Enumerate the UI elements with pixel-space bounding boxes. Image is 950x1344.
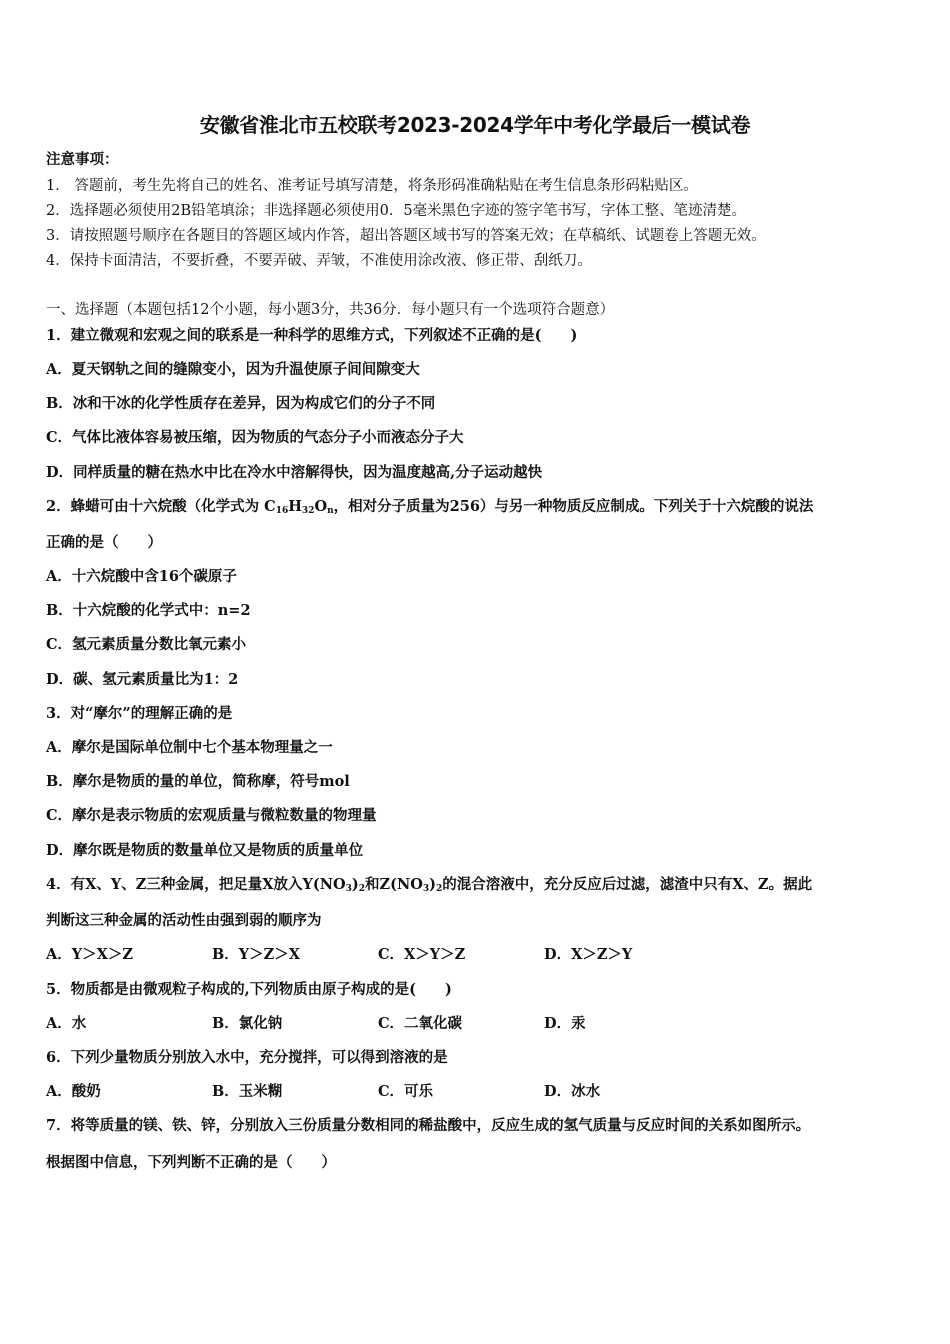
question-5-option-a: A．水 — [46, 1015, 87, 1032]
notice-item: 3．请按照题号顺序在各题目的答题区域内作答，超出答题区域书写的答案无效；在草稿纸、试题卷上答题无效。 — [46, 228, 766, 244]
question-4-options — [46, 945, 910, 965]
section-heading: 一、选择题（本题包括12个小题，每小题3分，共36分．每小题只有一个选项符合题意） — [46, 302, 615, 318]
question-3-option-d: D．摩尔既是物质的数量单位又是物质的质量单位 — [46, 842, 364, 859]
question-5-option-d: D．汞 — [544, 1015, 586, 1032]
question-6-stem: 6．下列少量物质分别放入水中，充分搅拌，可以得到溶液的是 — [46, 1049, 448, 1066]
question-5-option-c: C．二氧化碳 — [378, 1015, 463, 1032]
question-2-option-d: D．碳、氢元素质量比为1：2 — [46, 671, 239, 688]
question-1-option-d: D．同样质量的糖在热水中比在冷水中溶解得快，因为温度越高,分子运动越快 — [46, 464, 543, 481]
question-5-option-b: B．氯化钠 — [212, 1015, 283, 1032]
question-2-stem-line2: 正确的是（ ） — [46, 534, 162, 551]
question-4-stem: 4．有X、Y、Z三种金属，把足量X放入$Y(NO_3)_2$和$Z(NO_3)_2$的混合溶液中，充分反应后过滤，滤渣中只有X、Z。据此 — [46, 876, 813, 894]
question-6-options — [46, 1082, 910, 1102]
question-1-option-a: A．夏天钢轨之间的缝隙变小，因为升温使原子间间隙变大 — [46, 361, 420, 378]
question-4-option-c: C．X＞Y＞Z — [378, 946, 466, 963]
question-4-option-d: D．X＞Z＞Y — [544, 946, 633, 963]
question-7-stem-line2: 根据图中信息，下列判断不正确的是（ ） — [46, 1154, 336, 1171]
exam-title: 安徽省淮北市五校联考2023-2024学年中考化学最后一模试卷 — [199, 113, 751, 137]
question-2-option-c: C．氢元素质量分数比氧元素小 — [46, 636, 247, 653]
question-6-option-d: D．冰水 — [544, 1083, 601, 1100]
question-1-stem: 1．建立微观和宏观之间的联系是一种科学的思维方式，下列叙述不正确的是( ) — [46, 327, 578, 344]
notice-item: 2．选择题必须使用2B铅笔填涂；非选择题必须使用0．5毫米黑色字迹的签字笔书写，字体工整、笔迹清楚。 — [46, 203, 747, 219]
question-6-option-c: C．可乐 — [378, 1083, 434, 1100]
question-6-option-a: A．酸奶 — [46, 1083, 101, 1100]
question-1-option-b: B．冰和干冰的化学性质存在差异，因为构成它们的分子不同 — [46, 395, 436, 412]
question-4-stem-line2: 判断这三种金属的活动性由强到弱的顺序为 — [46, 912, 322, 929]
question-1-option-c: C．气体比液体容易被压缩，因为物质的气态分子小而液态分子大 — [46, 429, 464, 446]
question-3-option-a: A．摩尔是国际单位制中七个基本物理量之一 — [46, 739, 333, 756]
notice-item: 4．保持卡面清洁，不要折叠，不要弄破、弄皱，不准使用涂改液、修正带、刮纸刀。 — [46, 253, 592, 269]
question-2-option-b: B．十六烷酸的化学式中：n=2 — [46, 602, 251, 619]
question-4-option-a: A．Y＞X＞Z — [46, 946, 133, 963]
question-6-option-b: B．玉米糊 — [212, 1083, 283, 1100]
notice-item: 1． 答题前，考生先将自己的姓名、准考证号填写清楚，将条形码准确粘贴在考生信息条形码粘贴区。 — [46, 178, 698, 194]
question-3-stem: 3．对“摩尔”的理解正确的是 — [46, 705, 233, 722]
notice-heading: 注意事项： — [46, 151, 119, 168]
question-7-stem: 7．将等质量的镁、铁、锌，分别放入三份质量分数相同的稀盐酸中，反应生成的氢气质量与反应时间的关系如图所示。 — [46, 1117, 811, 1134]
question-2-stem: 2．蜂蜡可由十六烷酸（化学式为 $C_{16}H_{32}O_n$，相对分子质量为256）与另一种物质反应制成。下列关于十六烷酸的说法 — [46, 498, 814, 516]
question-4-option-b: B．Y＞Z＞X — [212, 946, 300, 963]
question-3-option-c: C．摩尔是表示物质的宏观质量与微粒数量的物理量 — [46, 807, 377, 824]
question-5-options — [46, 1014, 910, 1034]
question-5-stem: 5．物质都是由微观粒子构成的,下列物质由原子构成的是( ) — [46, 981, 452, 998]
question-3-option-b: B．摩尔是物质的量的单位，简称摩，符号mol — [46, 773, 350, 790]
question-2-option-a: A．十六烷酸中含16个碳原子 — [46, 568, 237, 585]
